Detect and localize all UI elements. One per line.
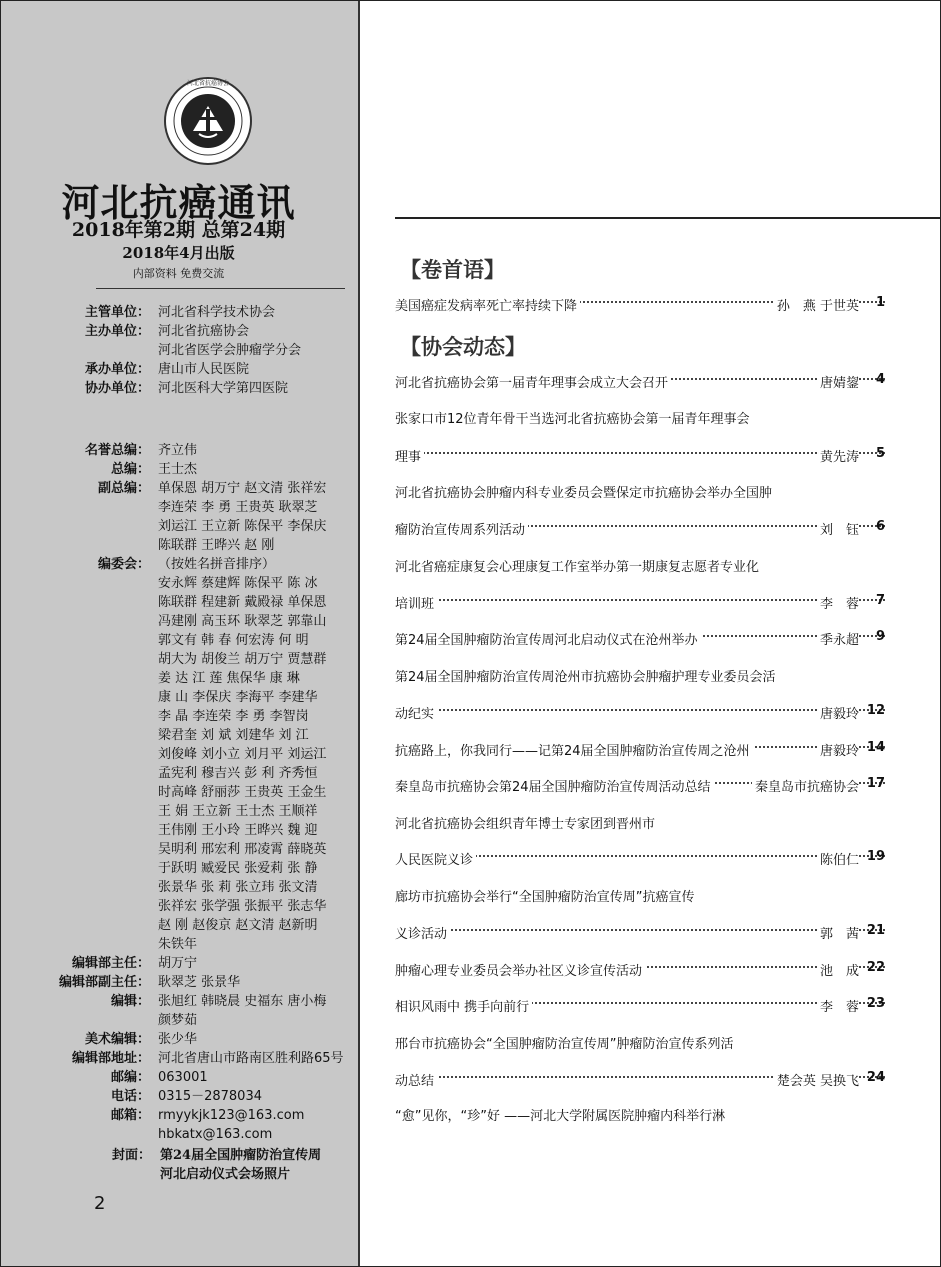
- publication-date: 2018年4月出版: [122, 244, 235, 262]
- toc-entry-title: 肿瘤心理专业委员会举办社区义诊宣传活动: [395, 960, 645, 979]
- toc-entry-page: 5: [875, 446, 885, 461]
- staff-names: 康 山 李保庆 李海平 李建华: [158, 690, 318, 705]
- toc-entry-page: 14: [866, 740, 885, 755]
- staff-names: 陈联群 王晔兴 赵 刚: [158, 538, 275, 553]
- toc-entry-page: 9: [875, 629, 885, 644]
- section-heading-foreword: 【卷首语】: [400, 257, 505, 282]
- staff-names: 郭文有 韩 春 何宏涛 何 明: [158, 633, 309, 648]
- staff-names: 张旭红 韩晓晨 史福东 唐小梅: [158, 994, 327, 1009]
- staff-names: 李连荣 李 勇 王贵英 耿翠芝: [158, 500, 318, 515]
- staff-role: 邮编：: [110, 1070, 150, 1085]
- logo-text: 河北省抗癌协会: [186, 80, 230, 87]
- staff-role: 编辑部副主任：: [58, 975, 150, 990]
- toc-entry-title: 动纪实: [395, 703, 437, 722]
- cover-line1: 第24届全国肿瘤防治宣传周: [160, 1148, 322, 1163]
- staff-role: 副总编：: [97, 481, 150, 496]
- toc-entry-page: 22: [866, 960, 885, 975]
- staff-names: 陈联群 程建新 戴殿禄 单保恩: [158, 595, 327, 610]
- staff-names: 齐立伟: [158, 443, 198, 458]
- toc-entry-title: 抗癌路上，你我同行——记第24届全国肿瘤防治宣传周之沧州: [395, 740, 753, 759]
- staff-role: 电话：: [110, 1089, 150, 1104]
- toc-entry-author: 唐婧鋆: [817, 372, 859, 391]
- toc-entry-author: 李 蓉: [817, 996, 859, 1015]
- staff-role: 编辑：: [110, 994, 150, 1009]
- toc-entry-author: 池 成: [817, 960, 859, 979]
- toc-entry-title: 培训班: [395, 593, 437, 612]
- toc-entry-title-line[interactable]: 张家口市12位青年骨干当选河北省抗癌协会第一届青年理事会: [395, 412, 750, 427]
- page-number: 2: [94, 1193, 106, 1214]
- toc-entry-author: 楚会英 吴换飞: [774, 1070, 859, 1089]
- toc-entry-author: 秦皇岛市抗癌协会: [752, 776, 859, 795]
- staff-names: 0315－2878034: [158, 1089, 262, 1104]
- toc-entry-title-line[interactable]: 第24届全国肿瘤防治宣传周沧州市抗癌协会肿瘤护理专业委员会活: [395, 670, 776, 685]
- toc-entry-title-line[interactable]: 河北省抗癌协会肿瘤内科专业委员会暨保定市抗癌协会举办全国肿: [395, 486, 773, 501]
- internal-note: 内部资料 免费交流: [132, 267, 225, 280]
- leader-dots: [395, 709, 885, 711]
- staff-names: 王士杰: [158, 462, 198, 477]
- toc-entry-author: 黄先涛: [817, 446, 859, 465]
- staff-names: 王 娟 王立新 王士杰 王顺祥: [158, 804, 318, 819]
- toc-entry-title: 义诊活动: [395, 923, 450, 942]
- leader-dots: [395, 929, 885, 931]
- unit-row: 主管单位： 河北省科学技术协会: [84, 305, 276, 320]
- staff-names: 胡万宁: [158, 956, 198, 971]
- issue-number: 2018年第2期 总第24期: [71, 219, 286, 241]
- staff-names: 于跃明 臧爱民 张爱莉 张 静: [158, 861, 318, 876]
- toc-entry-title: 第24届全国肿瘤防治宣传周河北启动仪式在沧州举办: [395, 629, 701, 648]
- staff-names: 时高峰 舒丽莎 王贵英 王金生: [158, 785, 327, 800]
- staff-names: 吴明利 邢宏利 邢凌霄 薛晓英: [158, 842, 327, 857]
- toc-entry-author: 陈伯仁: [817, 849, 859, 868]
- cover-label: 封面：: [112, 1148, 152, 1163]
- toc-entry[interactable]: [395, 776, 885, 798]
- staff-role: 编委会：: [97, 557, 150, 572]
- unit-row: 河北省医学会肿瘤学分会: [158, 343, 302, 358]
- toc-entry-page: 6: [875, 519, 885, 534]
- magazine-title: 河北抗癌通讯: [61, 180, 296, 225]
- staff-names: 姜 达 江 莲 焦保华 康 琳: [158, 671, 300, 686]
- toc-entry-page: 7: [875, 593, 885, 608]
- toc-entry-page: 17: [866, 776, 885, 791]
- cover-line2: 河北启动仪式会场照片: [160, 1167, 291, 1182]
- toc-entry-author: 唐毅玲: [817, 740, 859, 759]
- staff-names: 张祥宏 张学强 张振平 张志华: [158, 899, 327, 914]
- toc-entry-author: 孙 燕 于世英: [774, 295, 859, 314]
- toc-entry-title: 理事: [395, 446, 424, 465]
- toc-entry-title: 相识风雨中 携手向前行: [395, 996, 532, 1015]
- toc-entry-page: 24: [866, 1070, 885, 1085]
- staff-names: 朱铁年: [158, 937, 198, 952]
- leader-dots: [395, 599, 885, 601]
- toc-entry-title: 美国癌症发病率死亡率持续下降: [395, 295, 580, 314]
- staff-names: 安永辉 蔡建辉 陈保平 陈 冰: [158, 576, 318, 591]
- staff-names: 冯建刚 高玉环 耿翠芝 郭靠山: [158, 614, 327, 629]
- staff-role: 编辑部主任：: [71, 956, 150, 971]
- toc-entry-author: 郭 茜: [817, 923, 859, 942]
- staff-role: 名誉总编：: [84, 443, 150, 458]
- staff-names: 梁君奎 刘 斌 刘建华 刘 江: [158, 728, 309, 743]
- toc-entry-author: 季永超: [817, 629, 859, 648]
- staff-names: 单保恩 胡万宁 赵文清 张祥宏: [158, 481, 327, 496]
- staff-role: 编辑部地址：: [71, 1051, 150, 1066]
- unit-row: 协办单位： 河北医科大学第四医院: [84, 381, 289, 396]
- staff-names: 张景华 张 莉 张立玮 张文清: [158, 880, 318, 895]
- staff-names: 张少华: [158, 1032, 198, 1047]
- staff-role: 美术编辑：: [84, 1032, 150, 1047]
- staff-names: 耿翠芝 张景华: [158, 975, 241, 990]
- toc-entry-page: 21: [866, 923, 885, 938]
- toc-entry-title: 秦皇岛市抗癌协会第24届全国肿瘤防治宣传周活动总结: [395, 776, 714, 795]
- unit-row: 主办单位： 河北省抗癌协会: [84, 324, 250, 339]
- unit-row: 承办单位： 唐山市人民医院: [84, 362, 250, 377]
- leader-dots: [395, 452, 885, 454]
- staff-names: hbkatx@163.com: [158, 1127, 273, 1142]
- staff-names: 河北省唐山市路南区胜利路65号: [158, 1051, 344, 1066]
- staff-names: （按姓名拼音排序）: [158, 557, 276, 572]
- toc-entry-page: 19: [866, 849, 885, 864]
- toc-entry-page: 4: [875, 372, 885, 387]
- toc-entry-title: 动总结: [395, 1070, 437, 1089]
- toc-entry-title: 人民医院义诊: [395, 849, 476, 868]
- toc-entry-title-line[interactable]: “愈”见你，“珍”好 ——河北大学附属医院肿瘤内科举行淋: [395, 1109, 726, 1124]
- toc-entry-title-line[interactable]: 邢台市抗癌协会“全国肿瘤防治宣传周”肿瘤防治宣传系列活: [395, 1037, 734, 1052]
- toc-entry-title: 瘤防治宣传周系列活动: [395, 519, 528, 538]
- toc-entry-author: 唐毅玲: [817, 703, 859, 722]
- toc-entry-author: 李 蓉: [817, 593, 859, 612]
- staff-names: 颜梦茹: [158, 1013, 198, 1028]
- staff-names: 刘运江 王立新 陈保平 李保庆: [158, 519, 327, 534]
- staff-role: 邮箱：: [110, 1108, 150, 1123]
- staff-role: 总编：: [110, 462, 150, 477]
- toc-entry-page: 1: [875, 295, 885, 310]
- staff-names: rmyykjk123@163.com: [158, 1108, 305, 1123]
- staff-names: 李 晶 李连荣 李 勇 李智岗: [158, 709, 309, 724]
- toc-entry-title-line[interactable]: 河北省癌症康复会心理康复工作室举办第一期康复志愿者专业化: [395, 560, 760, 575]
- toc-entry-title-line[interactable]: 廊坊市抗癌协会举行“全国肿瘤防治宣传周”抗癌宣传: [395, 890, 695, 905]
- toc-entry-page: 12: [866, 703, 885, 718]
- toc-entry-title-line[interactable]: 河北省抗癌协会组织青年博士专家团到晋州市: [395, 817, 656, 832]
- staff-names: 王伟刚 王小玲 王晔兴 魏 迎: [158, 823, 318, 838]
- staff-names: 赵 刚 赵俊京 赵文清 赵新明: [158, 918, 318, 933]
- toc-entry-page: 23: [866, 996, 885, 1011]
- staff-names: 063001: [158, 1070, 208, 1085]
- staff-names: 孟宪利 穆吉兴 彭 利 齐秀恒: [158, 766, 318, 781]
- section-heading-news: 【协会动态】: [400, 334, 526, 359]
- toc-entry-title: 河北省抗癌协会第一届青年理事会成立大会召开: [395, 372, 671, 391]
- toc-entry-author: 刘 钰: [817, 519, 859, 538]
- staff-names: 刘俊峰 刘小立 刘月平 刘运江: [158, 747, 327, 762]
- staff-names: 胡大为 胡俊兰 胡万宁 贾慧群: [158, 652, 327, 667]
